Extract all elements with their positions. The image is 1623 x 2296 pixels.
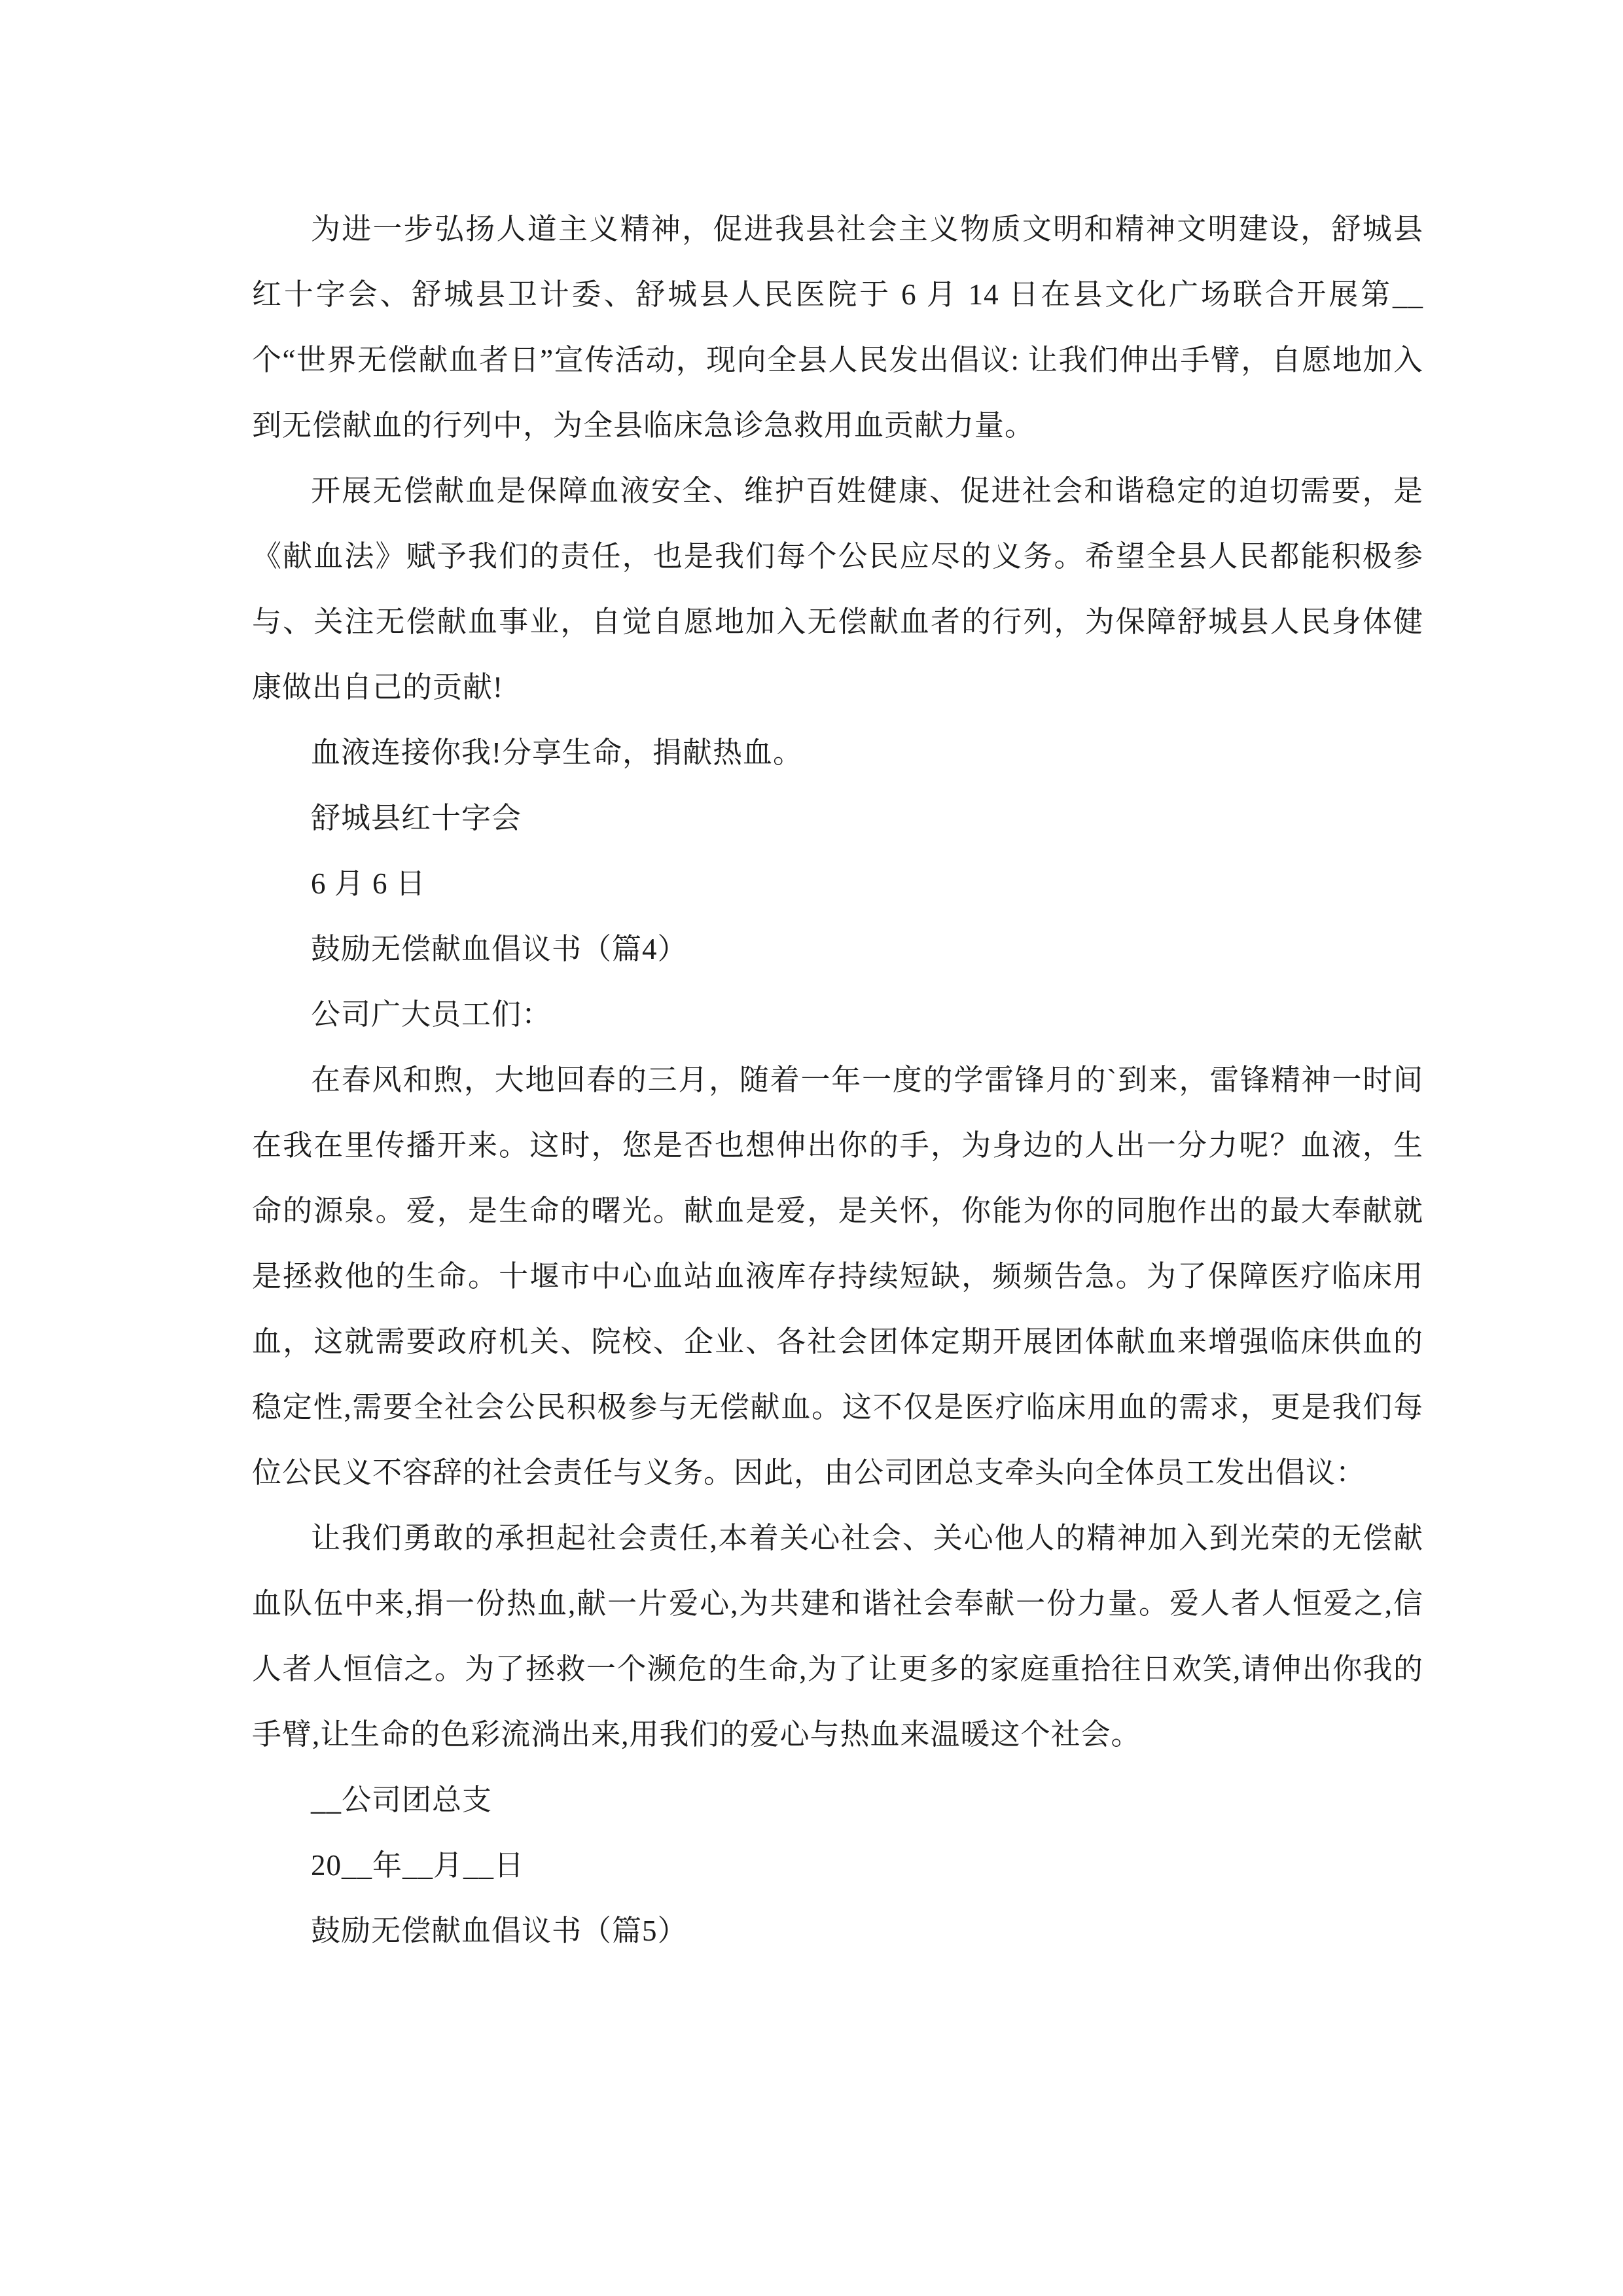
signature-company-group: __公司团总支 <box>311 1784 493 1816</box>
paragraph-duty: 开展无偿献血是保障血液安全、维护百姓健康、促进社会和谐稳定的迫切需要，是《献血法》赋予我们的责任，也是我们每个公民应尽的义务。希望全县人民都能积极参与、关注无偿献血事业，自觉自愿地加入无偿献血者的行列，为保障舒城县人民身体健康做出自己的贡献! <box>252 475 1423 704</box>
paragraph-leifeng: 在春风和煦，大地回春的三月，随着一年一度的学雷锋月的`到来，雷锋精神一时间在我在里传播开来。这时，您是否也想伸出你的手，为身边的人出一分力呢？血液，生命的源泉。爱，是生命的曙光。献血是爱，是关怀，你能为你的同胞作出的最大奉献就是拯救他的生命。十堰市中心血站血液库存持续短缺，频频告急。为了保障医疗临床用血，这就需要政府机关、院校、企业、各社会团体定期开展团体献血来增强临床供血的稳定性,需要全社会公民积极参与无偿献血。这不仅是医疗临床用血的需求，更是我们每位公民义不容辞的社会责任与义务。因此，由公司团总支牵头向全体员工发出倡议： <box>252 1064 1423 1489</box>
signature-organization: 舒城县红十字会 <box>311 802 522 834</box>
paragraph-slogan: 血液连接你我!分享生命，捐献热血。 <box>311 736 803 769</box>
signature-blank-date: 20__年__月__日 <box>311 1849 525 1882</box>
section-heading-part5: 鼓励无偿献血倡议书（篇5） <box>311 1914 688 1947</box>
paragraph-intro: 为进一步弘扬人道主义精神，促进我县社会主义物质文明和精神文明建设，舒城县红十字会、舒城县卫计委、舒城县人民医院于 6 月 14 日在县文化广场联合开展第__个“世界无偿献血者日”宣传活动，现向全县人民发出倡议: 让我们伸出手臂，自愿地加入到无偿献血的行列中，为全县临床急诊急救用血贡献力量。 <box>252 213 1423 442</box>
document-body <box>252 196 1423 1964</box>
signature-date: 6 月 6 日 <box>311 867 426 900</box>
section-heading-part4: 鼓励无偿献血倡议书（篇4） <box>311 933 688 965</box>
salutation: 公司广大员工们： <box>311 998 552 1031</box>
paragraph-appeal: 让我们勇敢的承担起社会责任,本着关心社会、关心他人的精神加入到光荣的无偿献血队伍中来,捐一份热血,献一片爱心,为共建和谐社会奉献一份力量。爱人者人恒爱之,信人者人恒信之。为了拯救一个濒危的生命,为了让更多的家庭重拾往日欢笑,请伸出你我的手臂,让生命的色彩流淌出来,用我们的爱心与热血来温暖这个社会。 <box>252 1522 1423 1751</box>
